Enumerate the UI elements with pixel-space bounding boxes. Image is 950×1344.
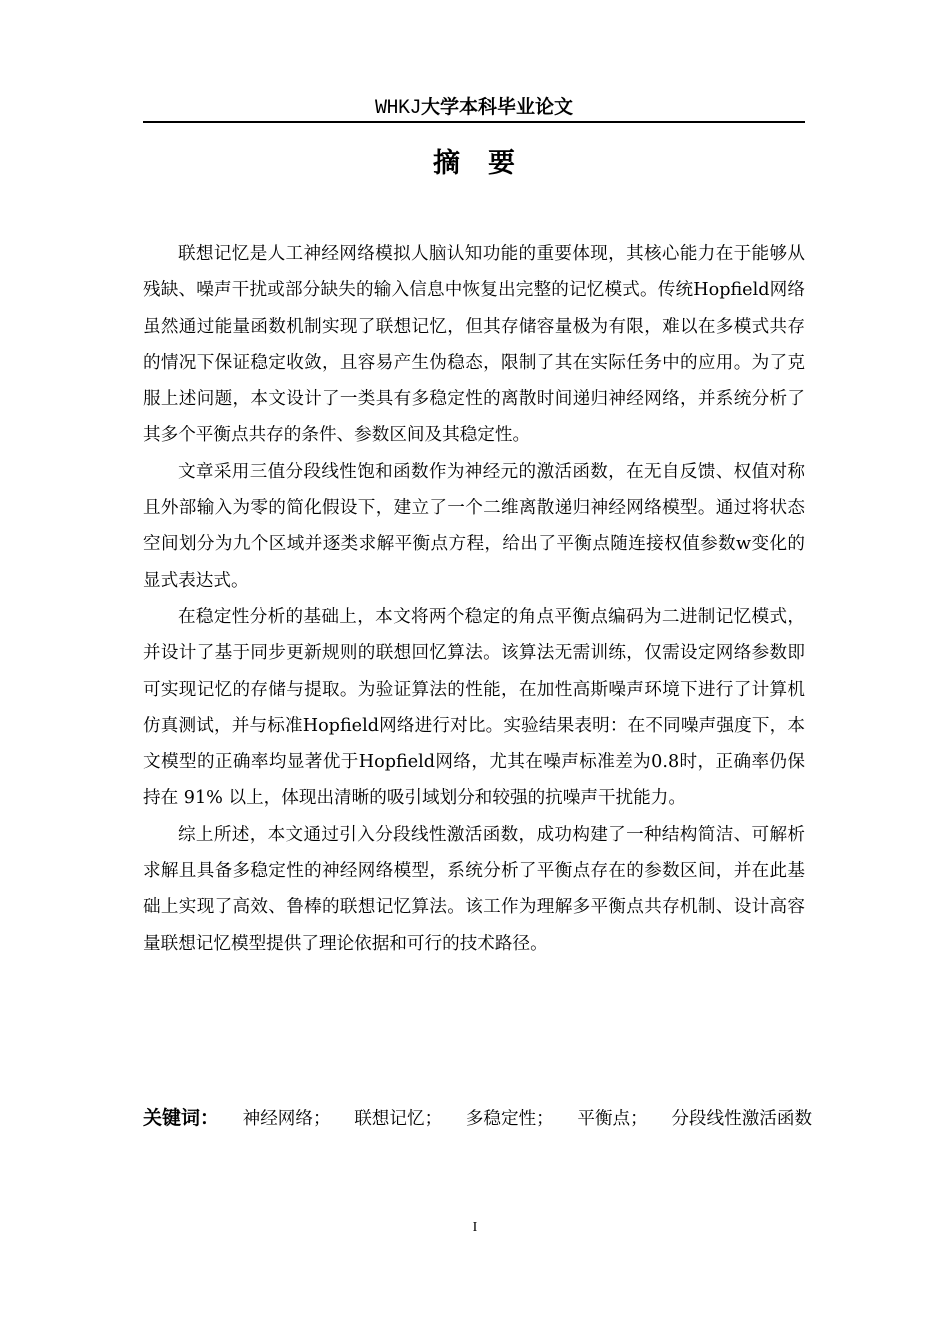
header-title: 大学本科毕业论文 (421, 96, 574, 118)
header-prefix: WHKJ (374, 97, 421, 120)
abstract-paragraph: 文章采用三值分段线性饱和函数作为神经元的激活函数，在无自反馈、权值对称且外部输入为零的简化假设下，建立了一个二维离散递归神经网络模型。通过将状态空间划分为九个区域并逐类求解平衡点方程，给出了平衡点随连接权值参数w变化的显式表达式。 (143, 461, 805, 591)
keyword-item: 神经网络； (242, 1109, 331, 1129)
abstract-paragraph: 综上所述，本文通过引入分段线性激活函数，成功构建了一种结构简洁、可解析求解且具备多稳定性的神经网络模型，系统分析了平衡点存在的参数区间，并在此基础上实现了高效、鲁棒的联想记忆算法。该工作为理解多平衡点共存机制、设计高容量联想记忆模型提供了理论依据和可行的技术路径。 (143, 824, 805, 954)
abstract-body (143, 236, 805, 962)
page-title: 摘要 (433, 148, 543, 179)
keyword-item: 多稳定性； (465, 1109, 554, 1129)
keyword-item: 平衡点； (577, 1109, 648, 1129)
abstract-paragraph: 在稳定性分析的基础上，本文将两个稳定的角点平衡点编码为二进制记忆模式，并设计了基于同步更新规则的联想回忆算法。该算法无需训练，仅需设定网络参数即可实现记忆的存储与提取。为验证算法的性能，在加性高斯噪声环境下进行了计算机仿真测试，并与标准Hopfield网络进行对比。实验结果表明：在不同噪声强度下，本文模型的正确率均显著优于Hopfield网络，尤其在噪声标准差为0.8时，正确率仍保持在 91% 以上，体现出清晰的吸引域划分和较强的抗噪声干扰能力。 (143, 606, 805, 809)
keyword-item: 分段线性激活函数 (671, 1109, 813, 1129)
running-header (143, 92, 805, 122)
keywords-line (143, 1100, 813, 1137)
page-number: I (472, 1220, 478, 1235)
keywords-label: 关键词： (143, 1107, 220, 1129)
header-rule (143, 121, 805, 123)
abstract-paragraph: 联想记忆是人工神经网络模拟人脑认知功能的重要体现，其核心能力在于能够从残缺、噪声干扰或部分缺失的输入信息中恢复出完整的记忆模式。传统Hopfield网络虽然通过能量函数机制实现了联想记忆，但其存储容量极为有限，难以在多模式共存的情况下保证稳定收敛，且容易产生伪稳态，限制了其在实际任务中的应用。为了克服上述问题，本文设计了一类具有多稳定性的离散时间递归神经网络，并系统分析了其多个平衡点共存的条件、参数区间及其稳定性。 (143, 244, 805, 446)
keyword-item: 联想记忆； (354, 1109, 443, 1129)
